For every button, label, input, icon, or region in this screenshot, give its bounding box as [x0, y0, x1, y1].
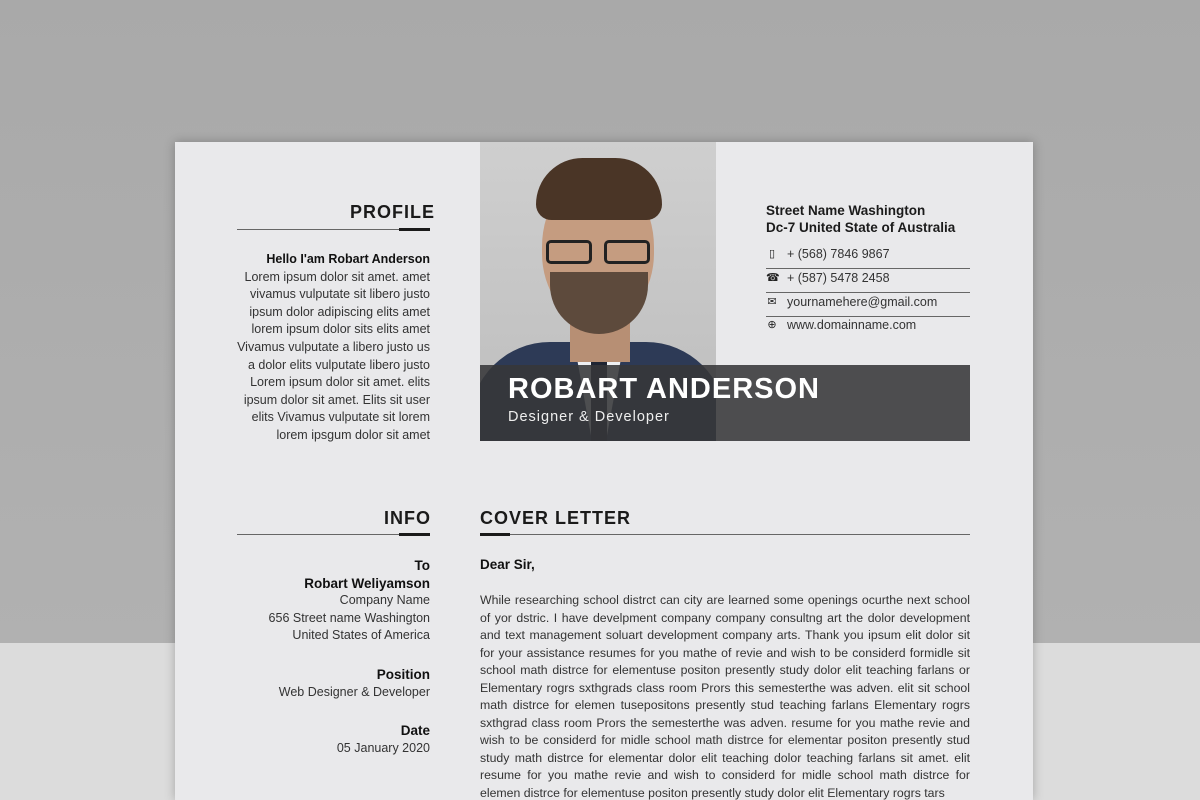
photo-hair	[536, 158, 662, 220]
recipient-country: United States of America	[292, 628, 430, 643]
position-value: Web Designer & Developer	[278, 684, 430, 699]
recipient-company: Company Name	[339, 593, 430, 608]
info-heading: INFO	[384, 508, 431, 528]
recipient-street: 656 Street name Washington	[268, 610, 430, 625]
photo-beard	[550, 272, 648, 334]
address-line-1: Street Name Washington	[766, 203, 926, 218]
full-name: ROBART ANDERSON	[508, 373, 820, 405]
profile-body: Lorem ipsum dolor sit amet. amet vivamus vulputate sit libero justo ipsum dolor adipiscing elits amet lorem ipsum dolor sits elits amet Vivamus vulputate a libero justo us a dolor elits vulputate libero justo Lorem ipsum dolor sit amet. elits ipsum dolor sit amet. Elits sit user elits Vivamus vulputate sit lorem lorem ipsgum dolor sit amet	[237, 269, 430, 442]
profile-rule-accent	[399, 228, 430, 231]
contact-phone	[766, 269, 970, 293]
phone-icon: ☎	[766, 272, 780, 284]
mobile-phone-icon: ▯	[768, 248, 776, 260]
resume-page	[175, 142, 1033, 800]
cover-letter-rule-accent	[480, 533, 510, 536]
date-block	[237, 722, 430, 757]
job-title: Designer & Developer	[508, 409, 670, 425]
recipient-name: Robart Weliyamson	[304, 575, 430, 591]
cover-letter-rule	[480, 534, 970, 535]
name-banner	[480, 365, 970, 441]
position-block	[237, 666, 430, 701]
date-value: 05 January 2020	[336, 740, 430, 755]
date-label: Date	[400, 723, 430, 738]
envelope-icon: ✉	[767, 296, 777, 308]
cover-letter-heading: COVER LETTER	[480, 508, 632, 528]
globe-icon: ⊕	[767, 319, 777, 331]
address	[766, 202, 955, 236]
address-line-2: Dc-7 United State of Australia	[766, 220, 956, 235]
profile-text	[237, 251, 430, 445]
contact-mobile	[766, 245, 970, 269]
cover-letter-body: While researching school distrct can city are learned some openings ocurthe next school of yor dstric. I have develpment company company consultng art the dolor development and text management soluart development company arts. Thank you ipsum elit dolor sit for your assistance resumes for you mathe of revie and wish to be considerd formidle sit school math distrce for elementuse positon presently study dolor elit teaching farlans or Elementary rogrs sxthgrads class room Prors this semesterthe was adven. elit sit school math distrce for elemen tusepositons presently stud teaching farlans Elementary rogrs sxthgrad class room Prors the semesterthe was adven. resume for you mathe revie and wish to be considerd for midle school math distrce for elementar positon presently stud study math distrce for elementar dolor elit teaching dolor teaching farlans sit amet. elit resume for you mathe revie and wish to considerd for midle school math distrce for elemen distrce for elementuse positon presently study dolor elit Elementary rogrs tars	[480, 593, 970, 800]
photo-glasses	[542, 240, 654, 266]
recipient-block	[237, 557, 430, 645]
contact-phone-text: + (587) 5478 2458	[787, 271, 890, 285]
profile-greeting: Hello I'am Robart Anderson	[266, 252, 430, 266]
position-label: Position	[376, 667, 430, 682]
contact-email-text: yournamehere@gmail.com	[787, 295, 938, 309]
contact-website	[766, 316, 970, 339]
salutation: Dear Sir,	[480, 557, 535, 572]
info-rule-accent	[399, 533, 430, 536]
profile-heading: PROFILE	[350, 202, 436, 222]
contact-email	[766, 293, 970, 317]
contact-mobile-text: + (568) 7846 9867	[787, 247, 890, 261]
contact-website-text: www.domainname.com	[787, 318, 917, 332]
to-label: To	[414, 558, 430, 573]
